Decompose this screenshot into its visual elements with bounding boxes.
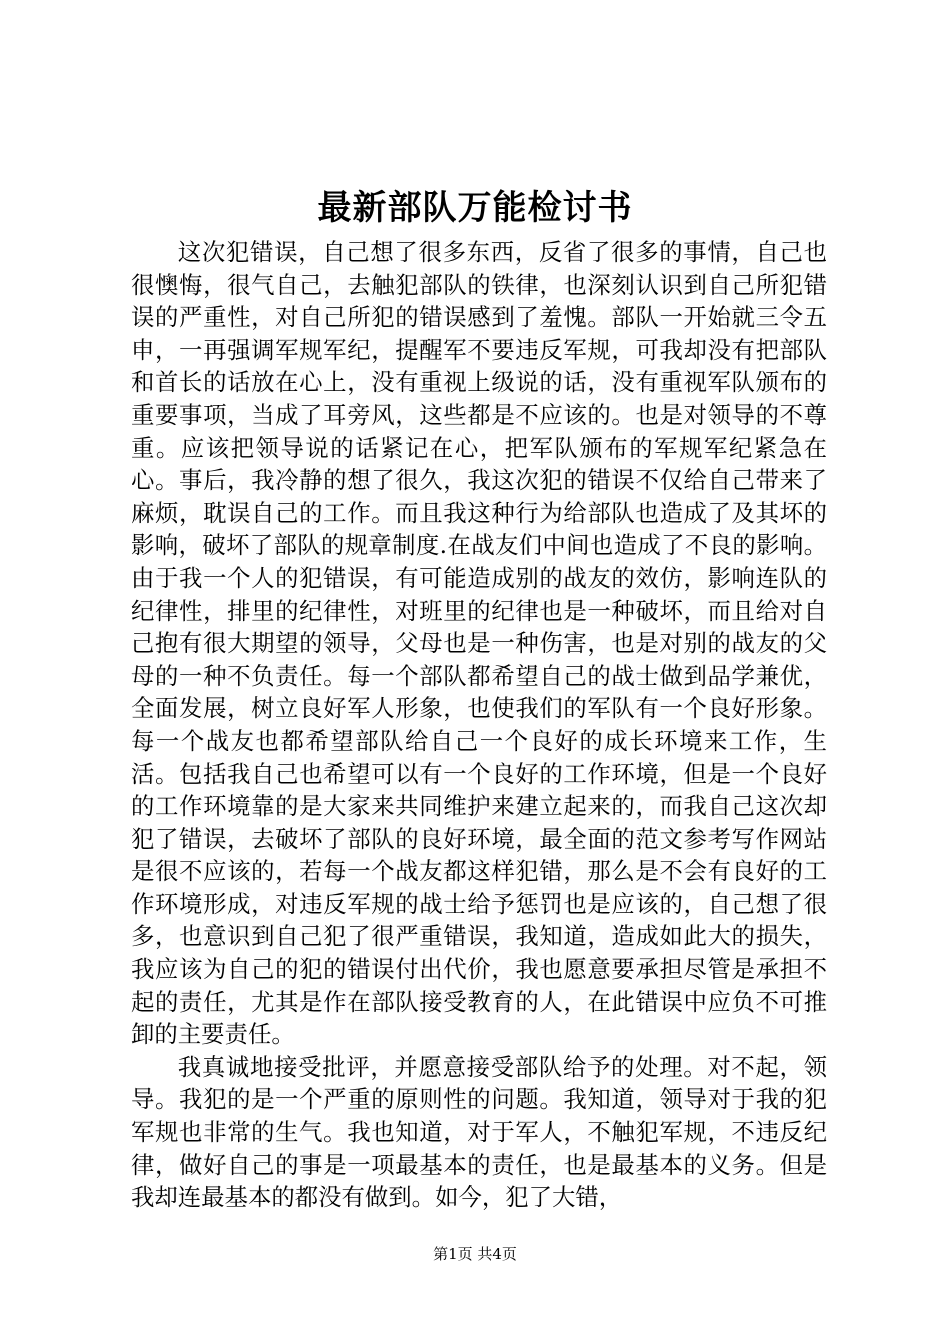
page-footer: 第1页 共4页 bbox=[433, 1245, 517, 1263]
document-body bbox=[131, 236, 827, 1214]
document-title: 最新部队万能检讨书 bbox=[317, 188, 633, 228]
paragraph-1: 这次犯错误，自己想了很多东西，反省了很多的事情，自己也很懊悔，很气自己，去触犯部队的铁律，也深刻认识到自己所犯错误的严重性，对自己所犯的错误感到了羞愧。部队一开始就三令五申，一再强调军规军纪，提醒军不要违反军规，可我却没有把部队和首长的话放在心上，没有重视上级说的话，没有重视军队颁布的重要事项，当成了耳旁风，这些都是不应该的。也是对领导的不尊重。应该把领导说的话紧记在心，把军队颁布的军规军纪紧急在心。事后，我冷静的想了很久，我这次犯的错误不仅给自己带来了麻烦，耽误自己的工作。而且我这种行为给部队也造成了及其坏的影响，破坏了部队的规章制度.在战友们中间也造成了不良的影响。由于我一个人的犯错误，有可能造成别的战友的效仿，影响连队的纪律性，排里的纪律性，对班里的纪律也是一种破坏，而且给对自己抱有很大期望的领导，父母也是一种伤害，也是对别的战友的父母的一种不负责任。每一个部队都希望自己的战士做到品学兼优，全面发展，树立良好军人形象，也使我们的军队有一个良好形象。每一个战友也都希望部队给自己一个良好的成长环境来工作，生活。包括我自己也希望可以有一个良好的工作环境，但是一个良好的工作环境靠的是大家来共同维护来建立起来的，而我自己这次却犯了错误，去破坏了部队的良好环境，最全面的范文参考写作网站是很不应该的，若每一个战友都这样犯错，那么是不会有良好的工作环境形成，对违反军规的战士给予惩罚也是应该的，自己想了很多，也意识到自己犯了很严重错误，我知道，造成如此大的损失，我应该为自己的犯的错误付出代价，我也愿意要承担尽管是承担不起的责任，尤其是作在部队接受教育的人，在此错误中应负不可推卸的主要责任。 bbox=[131, 238, 827, 1049]
paragraph-2: 我真诚地接受批评，并愿意接受部队给予的处理。对不起，领导。我犯的是一个严重的原则性的问题。我知道，领导对于我的犯军规也非常的生气。我也知道，对于军人，不触犯军规，不违反纪律，做好自己的事是一项最基本的责任，也是最基本的义务。但是我却连最基本的都没有做到。如今，犯了大错， bbox=[131, 1052, 827, 1212]
